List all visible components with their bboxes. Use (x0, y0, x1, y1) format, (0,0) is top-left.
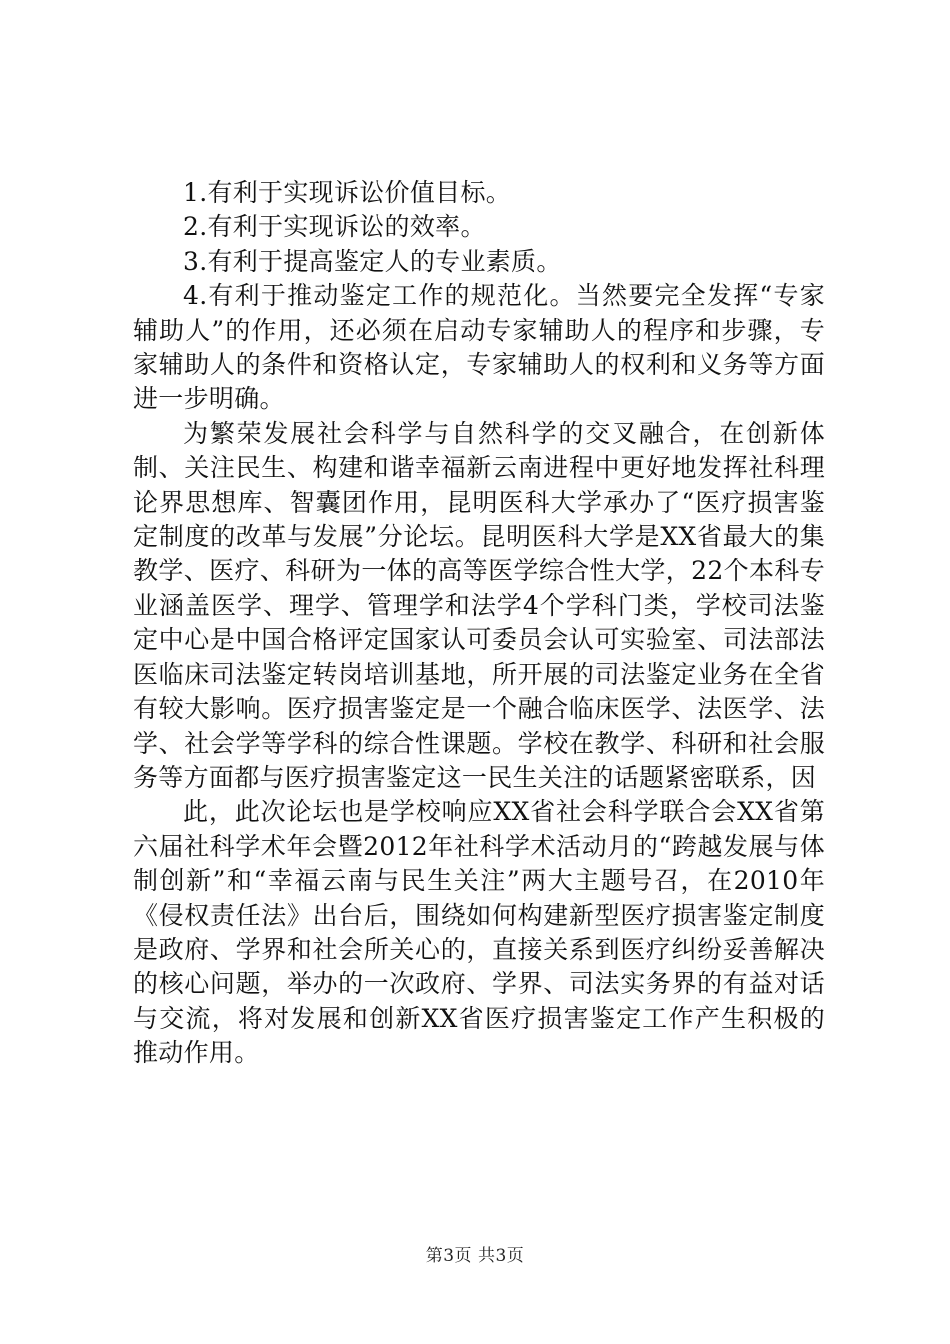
paragraph-conference-intro: 为繁荣发展社会科学与自然科学的交叉融合，在创新体制、关注民生、构建和谐幸福新云南进程中更好地发挥社科理论界思想库、智囊团作用，昆明医科大学承办了“医疗损害鉴定制度的改革与发展”分论坛。昆明医科大学是XX省最大的集教学、医疗、科研为一体的高等医学综合性大学，22个本科专业涵盖医学、理学、管理学和法学4个学科门类，学校司法鉴定中心是中国合格评定国家认可委员会认可实验室、司法部法医临床司法鉴定转岗培训基地，所开展的司法鉴定业务在全省有较大影响。医疗损害鉴定是一个融合临床医学、法医学、法学、社会学等学科的综合性课题。学校在教学、科研和社会服务等方面都与医疗损害鉴定这一民生关注的话题紧密联系，因 (133, 418, 825, 792)
paragraph-item-3: 3.有利于提高鉴定人的专业素质。 (183, 246, 562, 276)
document-body (133, 176, 825, 1071)
page-footer (0, 1241, 950, 1266)
paragraph-item-1: 1.有利于实现诉讼价值目标。 (183, 178, 512, 207)
paragraph-item-2: 2.有利于实现诉讼的效率。 (183, 212, 486, 242)
page-number: 第3页 共3页 (425, 1246, 525, 1266)
paragraph-conference-purpose: 此，此次论坛也是学校响应XX省社会科学联合会XX省第六届社科学术年会暨2012年社科学术活动月的“跨越发展与体制创新”和“幸福云南与民生关注”两大主题号召，在2010年《侵权责任法》出台后，围绕如何构建新型医疗损害鉴定制度是政府、学界和社会所关心的，直接关系到医疗纠纷妥善解决的核心问题，举办的一次政府、学界、司法实务界的有益对话与交流，将对发展和创新XX省医疗损害鉴定工作产生积极的推动作用。 (133, 797, 825, 1068)
paragraph-item-4: 4.有利于推动鉴定工作的规范化。当然要完全发挥“专家辅助人”的作用，还必须在启动专家辅助人的程序和步骤，专家辅助人的条件和资格认定，专家辅助人的权利和义务等方面进一步明确。 (133, 281, 825, 414)
